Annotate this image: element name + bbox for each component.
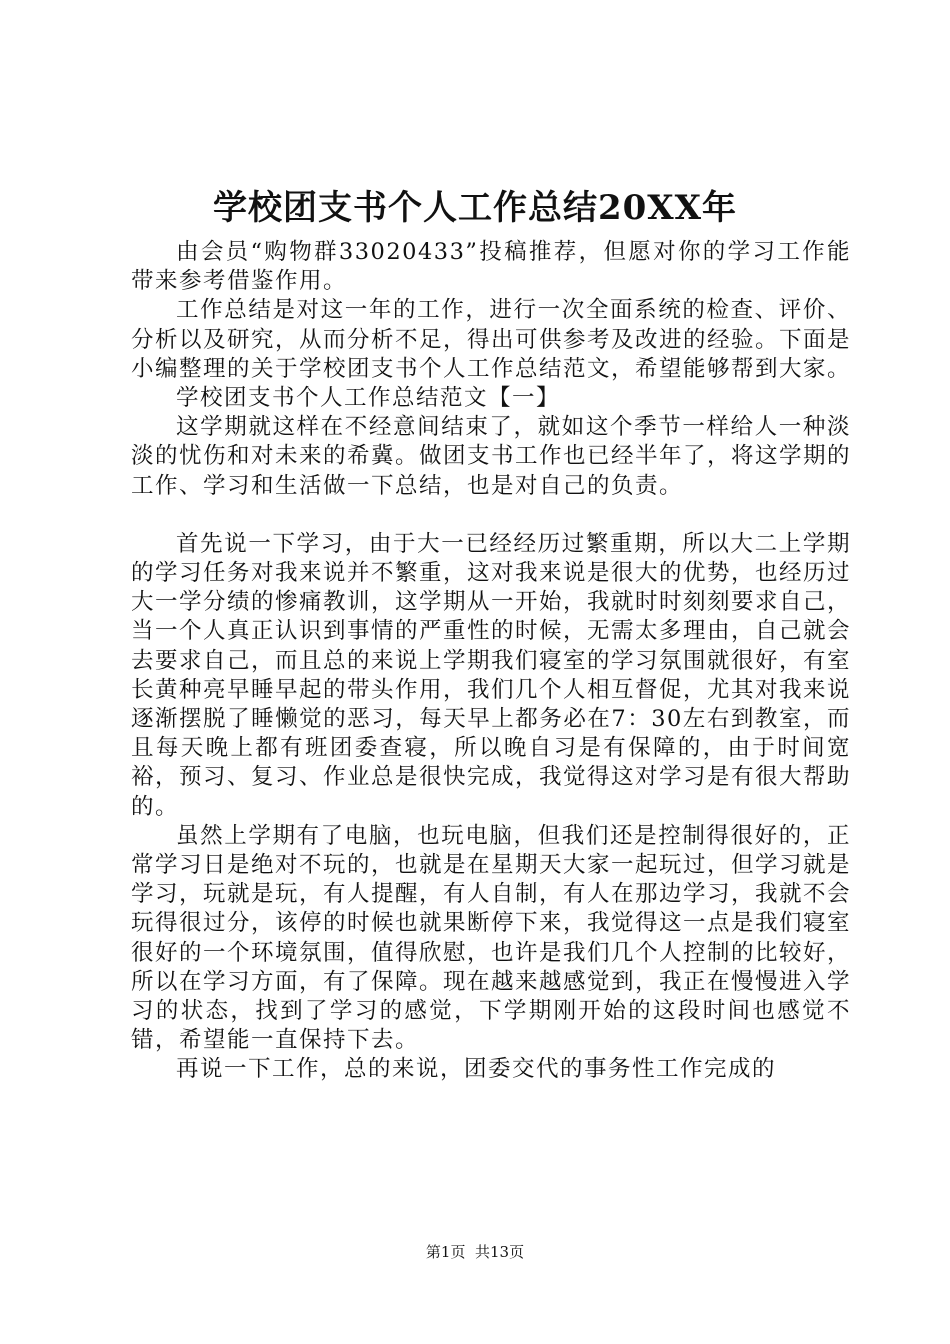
summary-paragraph: 工作总结是对这一年的工作，进行一次全面系统的检查、评价、分析以及研究，从而分析不足，得出可供参考及改进的经验。下面是小编整理的关于学校团支书个人工作总结范文，希望能够帮到大家。 (131, 297, 852, 382)
computer-paragraph: 虽然上学期有了电脑，也玩电脑，但我们还是控制得很好的，正常学习日是绝对不玩的，也就是在星期天大家一起玩过，但学习就是学习，玩就是玩，有人提醒，有人自制，有人在那边学习，我就不会玩得很过分，该停的时候也就果断停下来，我觉得这一点是我们寝室很好的一个环境氛围，值得欣慰，也许是我们几个人控制的比较好，所以在学习方面，有了保障。现在越来越感觉到，我正在慢慢进入学习的状态，找到了学习的感觉，下学期刚开始的这段时间也感觉不错，希望能一直保持下去。 (131, 822, 852, 1054)
page-number: 第1页 (425, 1243, 466, 1261)
page-footer (0, 1242, 950, 1262)
section-heading: 学校团支书个人工作总结范文【一】 (176, 385, 561, 412)
work-paragraph: 再说一下工作，总的来说，团委交代的事务性工作完成的 (176, 1056, 777, 1083)
page-total: 共13页 (475, 1243, 525, 1261)
intro-paragraph: 由会员“购物群33020433”投稿推荐，但愿对你的学习工作能带来参考借鉴作用。 (131, 239, 851, 295)
opening-paragraph: 这学期就这样在不经意间结束了，就如这个季节一样给人一种淡淡的忧伤和对未来的希冀。做团支书工作也已经半年了，将这学期的工作、学习和生活做一下总结，也是对自己的负责。 (131, 414, 852, 499)
document-title: 学校团支书个人工作总结20XX年 (212, 188, 738, 228)
study-paragraph: 首先说一下学习，由于大一已经经历过繁重期，所以大二上学期的学习任务对我来说并不繁重，这对我来说是很大的优势，也经历过大一学分绩的惨痛教训，这学期从一开始，我就时时刻刻要求自己，当一个人真正认识到事情的严重性的时候，无需太多理由，自己就会去要求自己，而且总的来说上学期我们寝室的学习氛围就很好，有室长黄种亮早睡早起的带头作用，我们几个人相互督促，尤其对我来说逐渐摆脱了睡懒觉的恶习，每天早上都务必在7：30左右到教室，而且每天晚上都有班团委查寝，所以晚自习是有保障的，由于时间宽裕，预习、复习、作业总是很快完成，我觉得这对学习是有很大帮助的。 (131, 530, 852, 820)
document-body (131, 238, 851, 1085)
